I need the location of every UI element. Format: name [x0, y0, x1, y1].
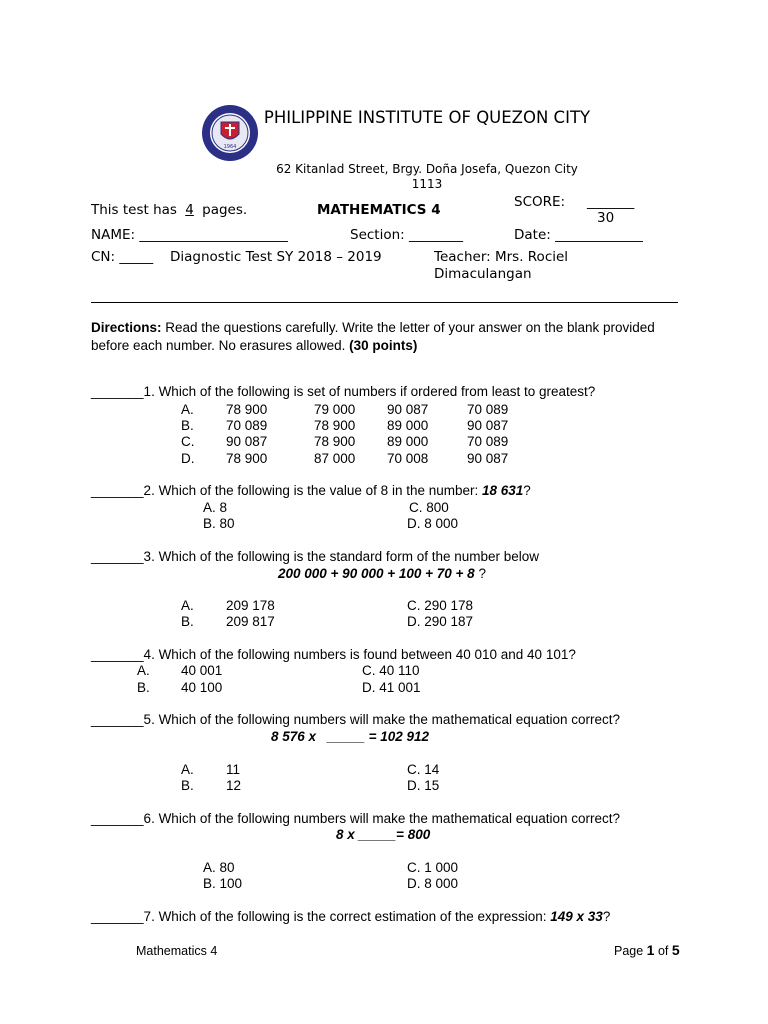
question-1-choice-value: 79 000: [314, 402, 356, 417]
question-1-choice-value: 90 087: [467, 418, 509, 433]
directions-text1: Read the questions carefully. Write the letter of your answer on the blank provided: [161, 320, 655, 335]
question-4-b-letter: B.: [137, 680, 150, 695]
question-1-choice-value: 89 000: [387, 434, 429, 449]
subject-title: MATHEMATICS 4: [317, 202, 441, 218]
school-address-line2: 1113: [411, 177, 443, 191]
section-field-label: Section: ________: [350, 227, 463, 243]
name-field-label: NAME: ______________________: [91, 227, 288, 243]
question-3-a-value: 209 178: [226, 598, 275, 613]
question-4-choice-c: C. 40 110: [362, 663, 420, 678]
test-title: Diagnostic Test SY 2018 – 2019: [170, 249, 382, 265]
question-7-end: ?: [602, 909, 611, 924]
score-blank: _______: [587, 194, 635, 210]
teacher-line2: Dimaculangan: [434, 266, 532, 282]
question-6-choice-c: C. 1 000: [407, 860, 459, 875]
question-1-choice-value: 90 087: [467, 451, 509, 466]
question-2-choice-a: A. 8: [203, 500, 228, 515]
question-1-choice-value: 70 089: [226, 418, 268, 433]
question-1-choice-letter: D.: [181, 451, 195, 466]
question-3-b-letter: B.: [181, 614, 194, 629]
question-2-number: 18 631: [482, 483, 524, 498]
question-5-choice-d: D. 15: [407, 778, 440, 793]
question-1-stem: _______1. Which of the following is set of numbers if ordered from least to greatest?: [91, 384, 596, 399]
question-3-expr: 200 000 + 90 000 + 100 + 70 + 8: [278, 566, 475, 581]
question-1-choice-letter: A.: [181, 402, 194, 417]
school-address-line1: 62 Kitanlad Street, Brgy. Doña Josefa, Quezon City: [276, 162, 578, 176]
question-4-b-value: 40 100: [181, 680, 223, 695]
question-1-choice-value: 90 087: [387, 402, 429, 417]
question-2-end: ?: [523, 483, 531, 498]
question-6-expr: 8 x _____= 800: [336, 827, 431, 842]
page-count-prefix: This test has: [91, 202, 182, 218]
question-1-choice-value: 70 089: [467, 402, 509, 417]
question-1-choice-value: 87 000: [314, 451, 356, 466]
directions-line1: [91, 320, 655, 335]
question-2-stem: _______2. Which of the following is the value of 8 in the number:: [91, 483, 482, 498]
question-5-expr: 8 576 x _____ = 102 912: [271, 729, 430, 744]
question-5-b-letter: B.: [181, 778, 194, 793]
directions-line2: [91, 338, 417, 353]
directions-label: Directions:: [91, 320, 162, 335]
question-5-b-value: 12: [226, 778, 242, 793]
question-7-expr: 149 x 33: [550, 909, 603, 924]
question-3-b-value: 209 817: [226, 614, 275, 629]
question-4-choice-d: D. 41 001: [362, 680, 421, 695]
question-4-a-letter: A.: [137, 663, 150, 678]
question-2-choice-d: D. 8 000: [407, 516, 459, 531]
question-5-a-value: 11: [226, 762, 241, 777]
question-2-choice-b: B. 80: [203, 516, 235, 531]
question-1-choice-value: 90 087: [226, 434, 268, 449]
cn-field-label: CN: _____: [91, 249, 154, 265]
question-3-stem: _______3. Which of the following is the standard form of the number below: [91, 549, 540, 564]
question-2-choice-c: C. 800: [409, 500, 449, 515]
question-6-choice-d: D. 8 000: [407, 876, 459, 891]
question-1-choice-value: 70 089: [467, 434, 509, 449]
footer-page-number: [614, 942, 680, 958]
question-1-choice-value: 78 900: [314, 434, 356, 449]
question-3-end: ?: [474, 566, 486, 581]
question-6-stem: _______6. Which of the following numbers will make the mathematical equation correct?: [91, 811, 621, 826]
question-3-choice-d: D. 290 187: [407, 614, 474, 629]
question-5-choice-c: C. 14: [407, 762, 440, 777]
question-2-stem-line: [91, 483, 531, 498]
page-count-value: 4: [185, 202, 194, 218]
question-1-choice-letter: B.: [181, 418, 194, 433]
question-1-choice-letter: C.: [181, 434, 195, 449]
page-count-suffix: pages.: [197, 202, 248, 218]
footer-page-prefix: Page: [614, 944, 647, 958]
footer-page-of: of: [654, 944, 672, 958]
footer-page-current: 1: [646, 942, 655, 958]
question-7-stem: _______7. Which of the following is the correct estimation of the expression:: [91, 909, 551, 924]
question-3-a-letter: A.: [181, 598, 194, 613]
page-count-line: [91, 202, 247, 218]
question-3-expr-line: [278, 566, 486, 581]
footer-page-total: 5: [671, 942, 680, 958]
question-1-choice-value: 78 900: [314, 418, 356, 433]
date-field-label: Date: _____________: [514, 227, 643, 243]
score-total: 30: [597, 210, 615, 226]
directions-points: (30 points): [349, 338, 418, 353]
directions-text2: before each number. No erasures allowed.: [91, 338, 350, 353]
question-5-a-letter: A.: [181, 762, 194, 777]
question-1-choice-value: 78 900: [226, 402, 268, 417]
question-6-choice-a: A. 80: [203, 860, 235, 875]
footer-subject: Mathematics 4: [136, 944, 218, 958]
question-4-stem: _______4. Which of the following numbers is found between 40 010 and 40 101?: [91, 647, 576, 662]
question-6-choice-b: B. 100: [203, 876, 243, 891]
seal-year: 1964: [223, 144, 237, 150]
header-divider: [91, 302, 678, 303]
question-1-choice-value: 78 900: [226, 451, 268, 466]
question-7-stem-line: [91, 909, 610, 924]
school-name: PHILIPPINE INSTITUTE OF QUEZON CITY: [263, 108, 591, 127]
teacher-line1: Teacher: Mrs. Rociel: [434, 249, 569, 265]
score-label: SCORE:: [514, 194, 566, 210]
question-3-choice-c: C. 290 178: [407, 598, 474, 613]
question-5-stem: _______5. Which of the following numbers will make the mathematical equation correct?: [91, 712, 621, 727]
question-4-a-value: 40 001: [181, 663, 223, 678]
question-1-choice-value: 89 000: [387, 418, 429, 433]
question-1-choice-value: 70 008: [387, 451, 429, 466]
